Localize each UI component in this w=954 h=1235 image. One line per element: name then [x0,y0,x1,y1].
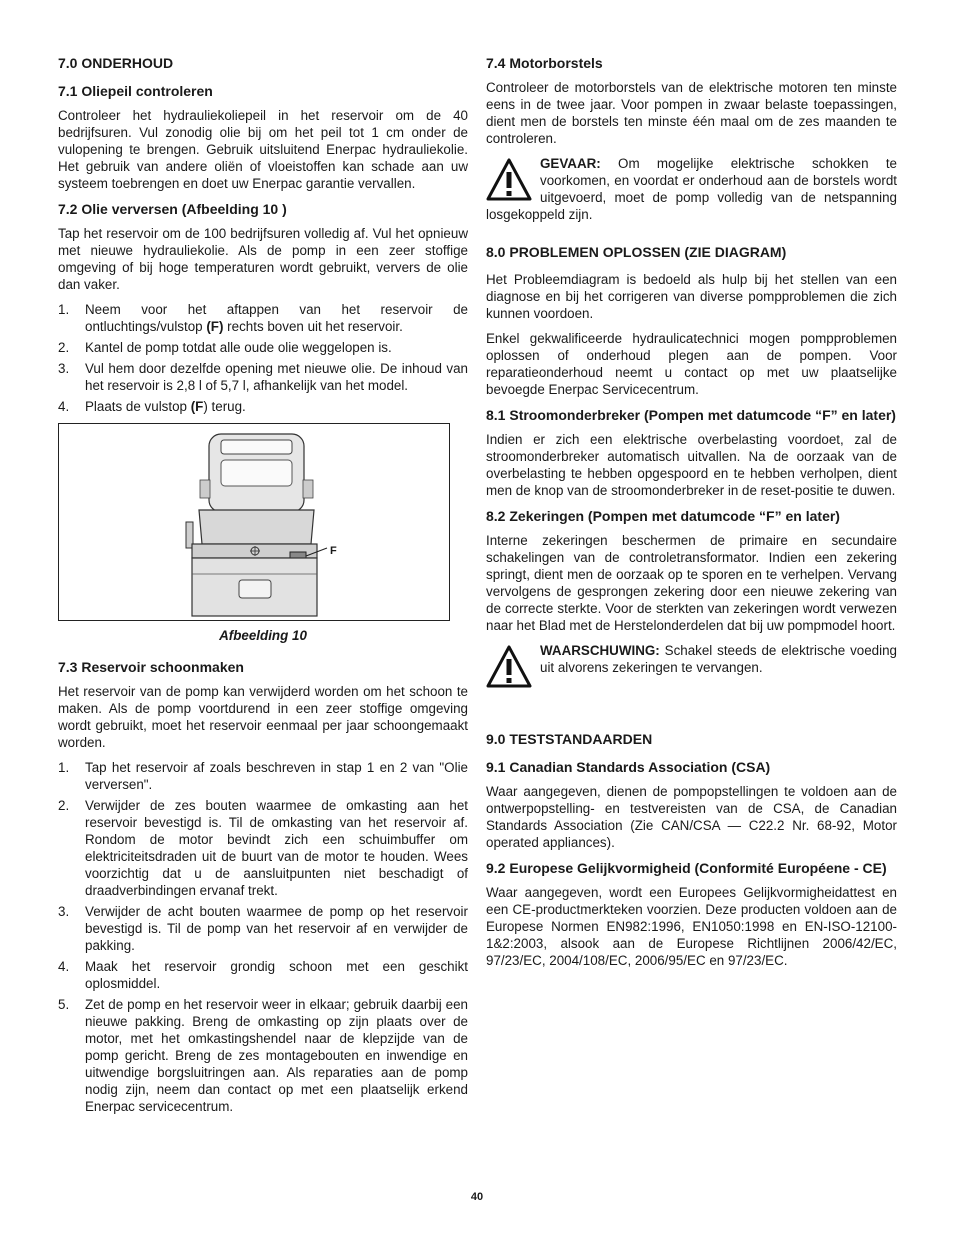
section-7-1-title: 7.1 Oliepeil controleren [58,83,213,99]
section-7-3-text: Het reservoir van de pomp kan verwijderd worden om het schoon te maken. Als de pomp voortdurend in een zeer stoffige omgeving wordt gebruikt, moet het reservoir eenmaal per jaar schoongemaakt worden. [58,684,468,750]
section-7-4-title: 7.4 Motorborstels [486,55,603,71]
list-item [58,958,468,992]
page-number: 40 [470,1191,484,1203]
section-7-2-title: 7.2 Olie verversen (Afbeelding 10 ) [58,201,287,217]
step-number: 4. [58,399,70,414]
list-item [58,301,468,335]
step-text: Maak het reservoir grondig schoon met een geschikt oplosmiddel. [85,959,468,991]
step-bold: (F) [206,319,224,334]
list-item [58,903,468,954]
left-column [58,54,468,1123]
section-7-3-steps [58,759,468,1115]
step-number: 5. [58,997,70,1012]
step-bold: (F [190,399,204,414]
step-number: 1. [58,302,70,317]
section-7-1-text: Controleer het hydrauliekoliepeil in het reservoir om de 40 bedrijfsuren. Vul zonodig olie bij om het peil tot 1 cm onder de vulopening te brengen. Gebruik uitsluitend Enerpac hydrauliekolie. Het gebruik van andere oliën of vloeistoffen kan schade aan uw systeem toebrengen en doet uw Enerpac garantie vervallen. [58,108,468,191]
warning-notice [486,642,897,690]
section-9-1-title: 9.1 Canadian Standards Association (CSA) [486,759,771,775]
list-item [58,797,468,899]
step-number: 2. [58,340,70,355]
step-number: 4. [58,959,70,974]
step-text: ) terug. [203,399,246,414]
pump-illustration [59,424,449,620]
section-8-2-title: 8.2 Zekeringen (Pompen met datumcode “F” en later) [486,508,840,524]
section-9-2-text: Waar aangegeven, wordt een Europees Gelijkvormigheidattest en een CE-productmerkteken voorzien. Deze producten voldoen aan de Europese Normen EN982:1996, EN1050:1998 en EN-ISO-12100-1&2:2003, alsook aan de Europese Richtlijnen 2006/42/EC, 97/23/EC, 2004/108/EC, 2006/95/EC en 97/23/EC. [486,885,897,968]
warning-triangle-icon [486,644,532,690]
list-item [58,360,468,394]
step-text: Plaats de vulstop [85,399,191,414]
step-number: 3. [58,904,70,919]
section-8-text-1: Het Probleemdiagram is bedoeld als hulp bij het stellen van een diagnose en bij het corrigeren van diverse pompproblemen die zich kunnen voordoen. [486,272,897,321]
section-8-title: 8.0 PROBLEMEN OPLOSSEN (ZIE DIAGRAM) [486,244,787,260]
section-7-3-title: 7.3 Reservoir schoonmaken [58,659,244,675]
figure-label-f: F [330,545,337,557]
section-8-1-text: Indien er zich een elektrische overbelasting voordoet, zal de stroomonderbreker automatisch uitvallen. Na de oorzaak van de overbelasting te hebben opgespoord en te hebben verholpen, dient men de knop van de stroomonderbreker in de reset-positie te duwen. [486,432,897,498]
step-text: Vul hem door dezelfde opening met nieuwe olie. De inhoud van het reservoir is 2,8 l of 5,7 l, afhankelijk van het model. [85,361,468,393]
step-text: Zet de pomp en het reservoir weer in elkaar; gebruik daarbij een nieuwe pakking. Breng de omkasting op zijn plaats over de motor, met het omkastingshendel naar de klepzijde van de pomp gericht. Breng de zes montagebouten en inwendige en uitwendige borgsluitringen aan. Als reparaties aan de pomp nodig zijn, neem dan contact op met een plaatselijk erkend Enerpac servicecentrum. [85,997,468,1114]
section-9-title: 9.0 TESTSTANDAARDEN [486,731,653,747]
list-item [58,339,468,356]
section-8-1-title: 8.1 Stroomonderbreker (Pompen met datumcode “F” en later) [486,407,896,423]
step-text: Neem voor het aftappen van het reservoir de ontluchtings/vulstop [85,302,468,334]
danger-label: GEVAAR: [540,156,601,171]
step-text: Verwijder de acht bouten waarmee de pomp op het reservoir bevestigd is. Til de pomp van het reservoir af en verwijder de pakking. [85,904,468,953]
list-item [58,996,468,1115]
step-text: Verwijder de zes bouten waarmee de omkasting aan het reservoir bevestigd is. Til de omkasting van het reservoir af. Rondom de motor bevindt zich een schuimbuffer om elektriciteitsdraden uit de buurt van de motor te houden. Wees voorzichtig dat u de aansluitpunten niet beschadigt of draadverbindingen ervanaf trekt. [85,798,468,898]
section-9-1-text: Waar aangegeven, dienen de pompopstellingen te voldoen aan de ontwerpopstelling- en testvereisten van de CSA, de Canadian Standards Association (Zie CAN/CSA — C22.2 Nr. 68-92, Motor operated appliances). [486,784,897,850]
step-text: Kantel de pomp totdat alle oude olie weggelopen is. [85,340,392,355]
danger-notice [486,155,897,223]
warning-triangle-icon [486,157,532,203]
danger-body: Om mogelijke elektrische schokken te voorkomen, en voordat er onderhoud aan de borstels wordt uitgevoerd, moet de pomp volledig van de netspanning losgekoppeld zijn. [486,156,897,222]
danger-text [486,155,897,223]
section-8-2-text: Interne zekeringen beschermen de primaire en secundaire schakelingen van de controletransformator. Indien een zekering springt, dient men de oorzaak op te sporen en te verhelpen. Vervang vervolgens de gesprongen zekering door een nieuwe zekering van de correcte sterkte. Voor de sterkten van zekeringen wordt verwezen naar het Blad met de Herstelonderdelen dat bij uw pompmodel hoort. [486,533,897,633]
list-item [58,398,468,415]
section-7-4-text: Controleer de motorborstels van de elektrische motoren ten minste eens in de twee jaar. Voor pompen in zwaar belaste toepassingen, dient men de borstels ten minste één maal om de zes maanden te controleren. [486,80,897,146]
figure-caption: Afbeelding 10 [219,628,307,643]
step-number: 1. [58,760,70,775]
list-item [58,759,468,793]
step-number: 3. [58,361,70,376]
warning-text [486,642,897,676]
step-text: Tap het reservoir af zoals beschreven in stap 1 en 2 van "Olie verversen". [85,760,468,792]
warning-label: WAARSCHUWING: [540,643,660,658]
step-number: 2. [58,798,70,813]
section-7-title: 7.0 ONDERHOUD [58,55,174,71]
warning-body: Schakel steeds de elektrische voeding uit alvorens zekeringen te vervangen. [540,643,897,675]
section-9-2-title: 9.2 Europese Gelijkvormigheid (Conformité Europée‌ne - CE) [486,860,887,876]
right-column [486,54,897,977]
section-7-2-text: Tap het reservoir om de 100 bedrijfsuren volledig af. Vul het opnieuw met nieuwe hydrauliekolie. Als de pomp in een zeer stoffige omgeving of bij hoge temperaturen wordt gebruikt, ververs de olie dan vaker. [58,226,468,292]
section-7-2-steps [58,301,468,415]
section-8-text-2: Enkel gekwalificeerde hydraulicatechnici mogen pompproblemen oplossen of onderhoud plegen aan de pompen. Voor reparatieonderhoud neemt u contact op met uw plaatselijke bevoegde Enerpac Servicecentrum. [486,331,897,397]
step-text: rechts boven uit het reservoir. [223,319,403,334]
figure-10 [58,423,450,621]
